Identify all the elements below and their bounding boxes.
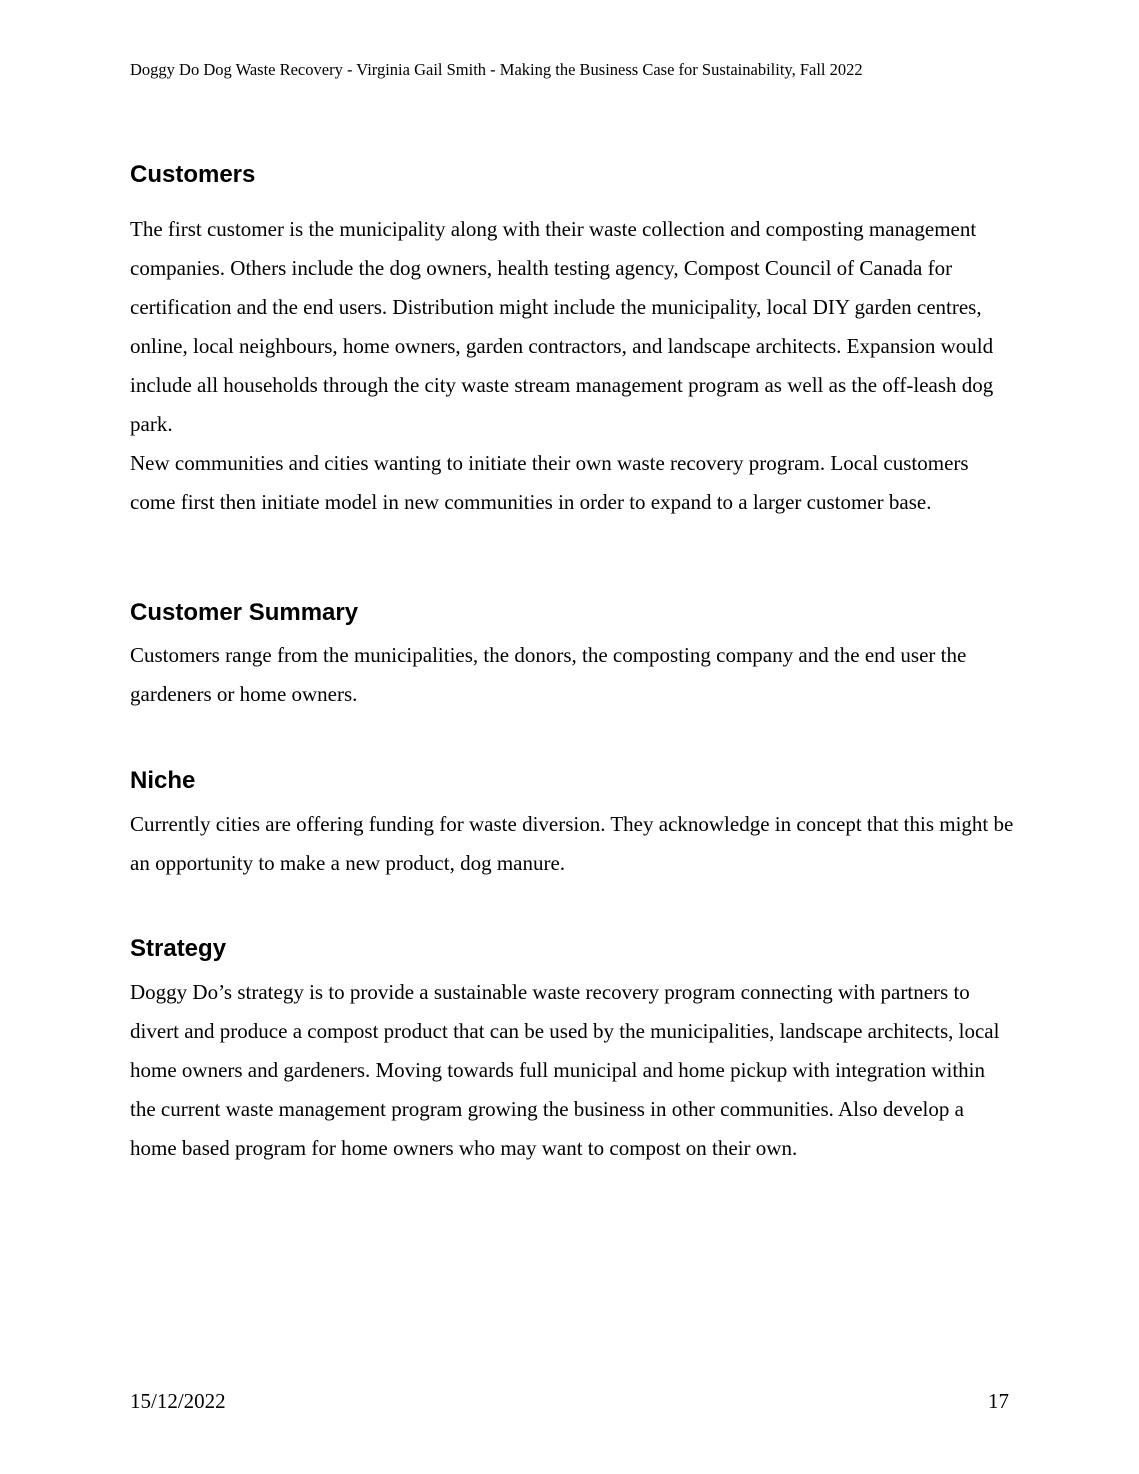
section-customers	[130, 160, 1015, 522]
paragraph: Customers range from the municipalities, the donors, the composting company and the end user the gardeners or home owners.	[130, 643, 967, 706]
section-heading: Niche	[130, 767, 196, 794]
paragraph: The first customer is the municipality along with their waste collection and composting management companies. Others include the dog owners, health testing agency, Compost Council of Canada for certification and the end users. Distribution might include the municipality, local DIY garden centres, online, local neighbours, home owners, garden contractors, and landscape architects. Expansion would include all households through the city waste stream management program as well as the off-leash dog park.	[130, 217, 994, 436]
section-body	[130, 210, 1015, 522]
section-heading: Customers	[130, 161, 256, 188]
paragraph: Currently cities are offering funding for waste diversion. They acknowledge in concept that this might be an opportunity to make a new product, dog manure.	[130, 812, 1014, 875]
paragraph: New communities and cities wanting to initiate their own waste recovery program. Local customers come first then initiate model in new communities in order to expand to a larger customer base.	[130, 451, 969, 514]
section-customer-summary	[130, 598, 1015, 714]
page-number: 17	[988, 1389, 1009, 1413]
running-header: Doggy Do Dog Waste Recovery - Virginia Gail Smith - Making the Business Case for Sustainability, Fall 2022	[130, 60, 863, 79]
section-strategy	[130, 934, 1015, 1168]
paragraph: Doggy Do’s strategy is to provide a sustainable waste recovery program connecting with partners to divert and produce a compost product that can be used by the municipalities, landscape architects, local home owners and gardeners. Moving towards full municipal and home pickup with integration within the current waste management program growing the business in other communities. Also develop a home based program for home owners who may want to compost on their own.	[130, 980, 1000, 1160]
section-heading: Customer Summary	[130, 599, 359, 626]
footer-date: 15/12/2022	[130, 1389, 226, 1413]
section-niche	[130, 766, 1015, 883]
section-heading: Strategy	[130, 935, 227, 962]
